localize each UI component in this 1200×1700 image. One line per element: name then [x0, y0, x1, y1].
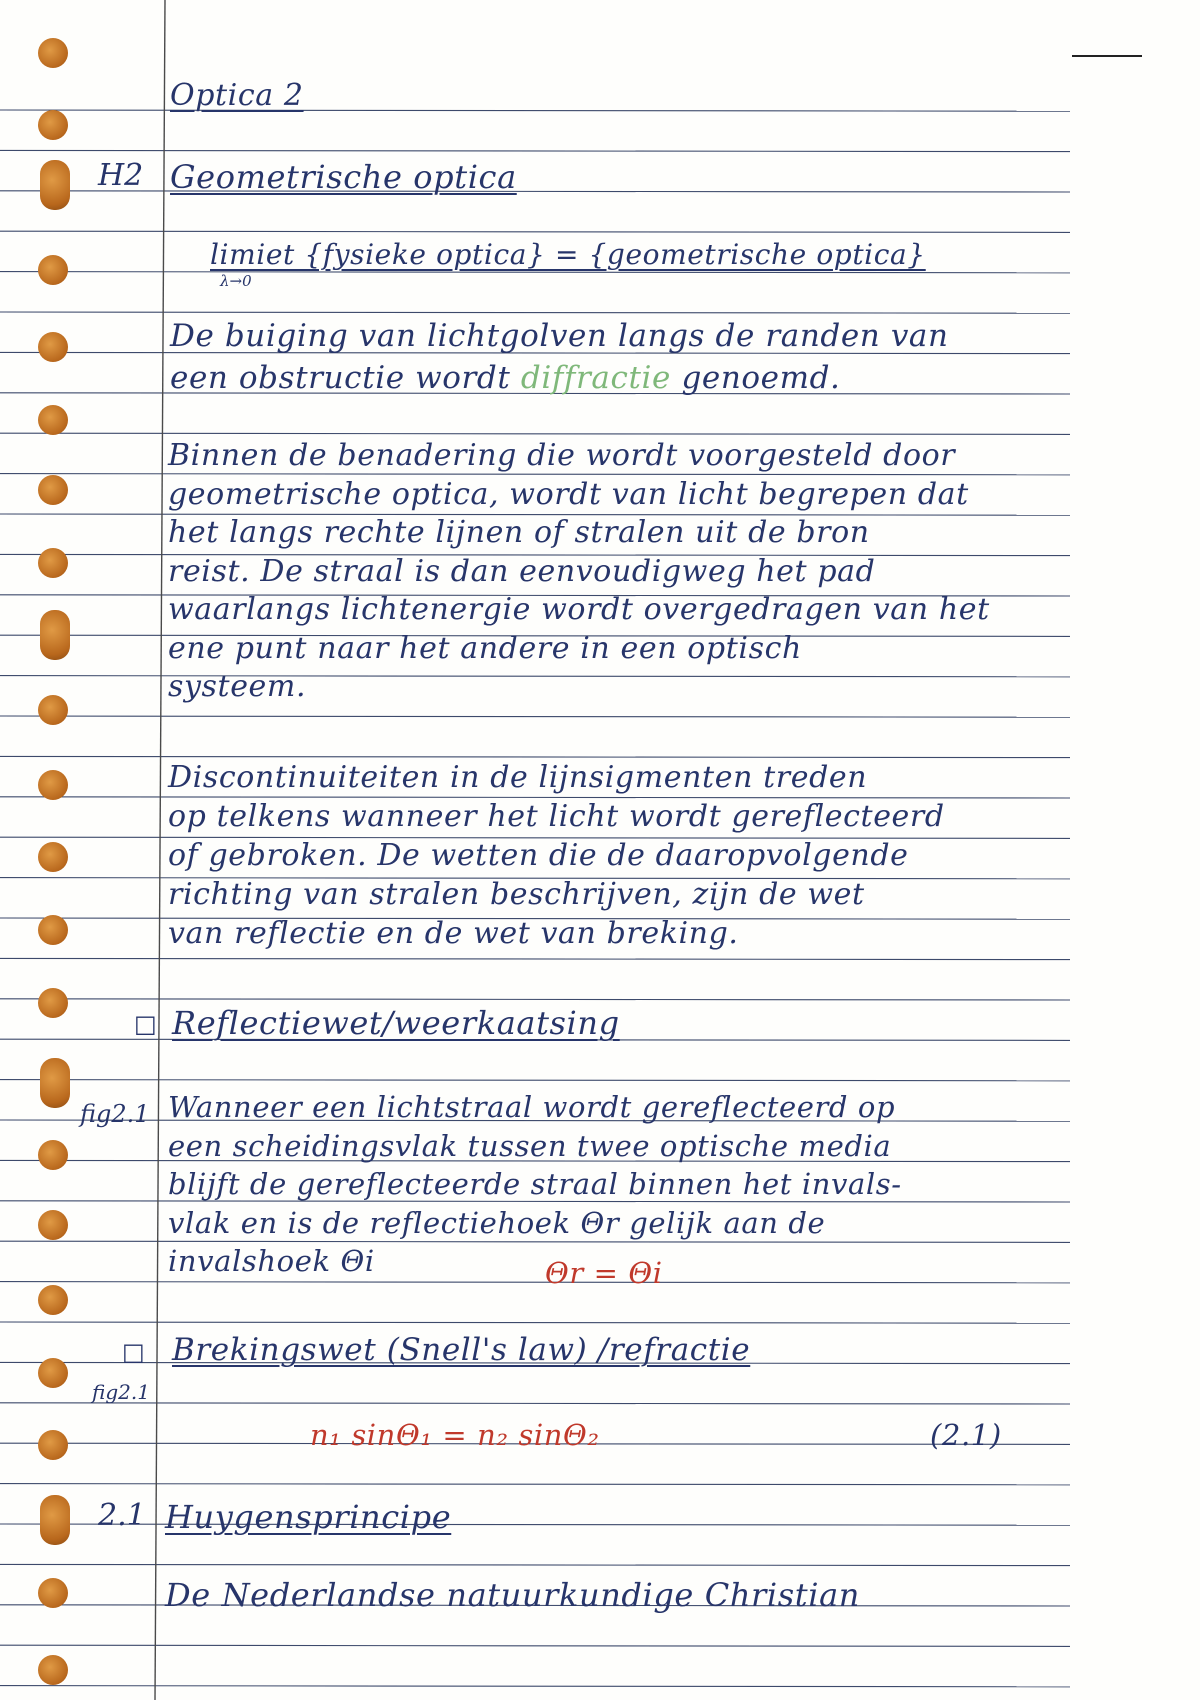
ruled-line — [0, 1080, 1070, 1081]
ruled-line — [0, 1686, 1070, 1687]
binder-hole — [38, 255, 68, 285]
binder-hole — [40, 1495, 70, 1545]
p3-line: van reflectie en de wet van breking. — [168, 916, 739, 951]
refl-line: vlak en is de reflectiehoek Θr gelijk aan de — [168, 1205, 826, 1240]
binder-hole — [38, 332, 68, 362]
p3-line: op telkens wanneer het licht wordt gereflecteerd — [168, 799, 945, 834]
binder-hole — [38, 1358, 68, 1388]
p2-line: ene punt naar het andere in een optisch — [168, 630, 802, 666]
snell-formula: n₁ sinΘ₁ = n₂ sinΘ₂ — [310, 1418, 600, 1452]
binder-hole — [38, 475, 68, 505]
refl-line: Wanneer een lichtstraal wordt gereflecteerd op — [168, 1090, 896, 1124]
p2-line: geometrische optica, wordt van licht begrepen dat — [168, 476, 969, 512]
binder-hole — [38, 1655, 68, 1685]
ruled-line — [0, 1282, 1070, 1283]
para1-end: genoemd. — [681, 360, 841, 396]
binder-hole — [38, 842, 68, 872]
ruled-line — [0, 1241, 1070, 1242]
binder-hole — [38, 405, 68, 435]
ruled-line — [0, 1484, 1070, 1485]
reflection-heading: Reflectiewet/weerkaatsing — [172, 1004, 620, 1042]
binder-hole — [38, 770, 68, 800]
refl-line: blijft de gereflecteerde straal binnen het invals- — [168, 1167, 902, 1201]
ruled-line — [0, 150, 1070, 151]
ruled-line — [0, 958, 1070, 959]
binder-hole — [38, 988, 68, 1018]
section-title: Huygensprincipe — [165, 1498, 452, 1536]
ruled-line — [0, 1564, 1070, 1565]
ruled-line — [0, 110, 1070, 111]
binder-hole — [38, 1210, 68, 1240]
binder-hole — [40, 610, 70, 660]
diffraction-term: diffractie — [520, 360, 671, 396]
section-number: 2.1 — [98, 1498, 146, 1533]
ruled-line — [0, 474, 1070, 475]
para1-line2-text: een obstructie wordt — [170, 360, 511, 396]
binder-hole — [40, 160, 70, 210]
binder-hole — [38, 38, 68, 68]
limit-expression: limiet {fysieke optica} = {geometrische optica} — [210, 238, 926, 271]
para1-line1: De buiging van lichtgolven langs de randen van — [170, 318, 949, 354]
binder-hole — [40, 1058, 70, 1108]
ruled-line — [0, 1322, 1070, 1323]
ruled-line — [0, 433, 1070, 434]
ruled-line — [0, 1403, 1070, 1404]
p2-line: reist. De straal is dan eenvoudigweg het pad — [168, 553, 876, 589]
ruled-line — [0, 272, 1070, 273]
checkbox-refraction: □ — [122, 1338, 145, 1366]
refl-line: een scheidingsvlak tussen twee optische media — [168, 1128, 892, 1163]
reflection-formula: Θr = Θi — [545, 1256, 663, 1290]
p2-line: systeem. — [168, 669, 307, 704]
checkbox-reflection: □ — [134, 1010, 157, 1038]
para1-line2 — [170, 360, 841, 396]
p3-line: richting van stralen beschrijven, zijn de wet — [168, 877, 865, 912]
ruled-line — [0, 231, 1070, 232]
equation-number: (2.1) — [930, 1418, 1002, 1452]
binder-hole — [38, 1578, 68, 1608]
binder-hole — [38, 1285, 68, 1315]
chapter-title: Geometrische optica — [170, 158, 517, 196]
p2-line: Binnen de benadering die wordt voorgesteld door — [168, 438, 956, 473]
binder-hole — [38, 1430, 68, 1460]
chapter-number: H2 — [98, 158, 144, 193]
margin-line — [155, 0, 165, 1700]
limit-subscript: λ→0 — [220, 272, 252, 290]
p3-line: Discontinuiteiten in de lijnsigmenten treden — [168, 760, 868, 795]
binder-hole — [38, 548, 68, 578]
refraction-heading: Brekingswet (Snell's law) /refractie — [172, 1332, 751, 1368]
ruled-line — [0, 1645, 1070, 1646]
p2-line: waarlangs lichtenergie wordt overgedragen van het — [168, 592, 990, 627]
ruled-line — [0, 191, 1070, 192]
reflection-fig-ref: fig2.1 — [80, 1100, 150, 1128]
ruled-line — [0, 999, 1070, 1000]
last-line: De Nederlandse natuurkundige Christian — [165, 1576, 860, 1614]
binder-hole — [38, 110, 68, 140]
refl-line: invalshoek Θi — [168, 1244, 375, 1278]
binder-hole — [38, 1140, 68, 1170]
p3-line: of gebroken. De wetten die de daaropvolgende — [168, 838, 909, 873]
binder-hole — [38, 915, 68, 945]
binder-hole — [38, 695, 68, 725]
ruled-line — [0, 1524, 1070, 1525]
page-title: Optica 2 — [170, 78, 304, 113]
refraction-fig-ref: fig2.1 — [92, 1380, 150, 1404]
ruled-line — [0, 312, 1070, 313]
p2-line: het langs rechte lijnen of stralen uit de bron — [168, 515, 870, 550]
